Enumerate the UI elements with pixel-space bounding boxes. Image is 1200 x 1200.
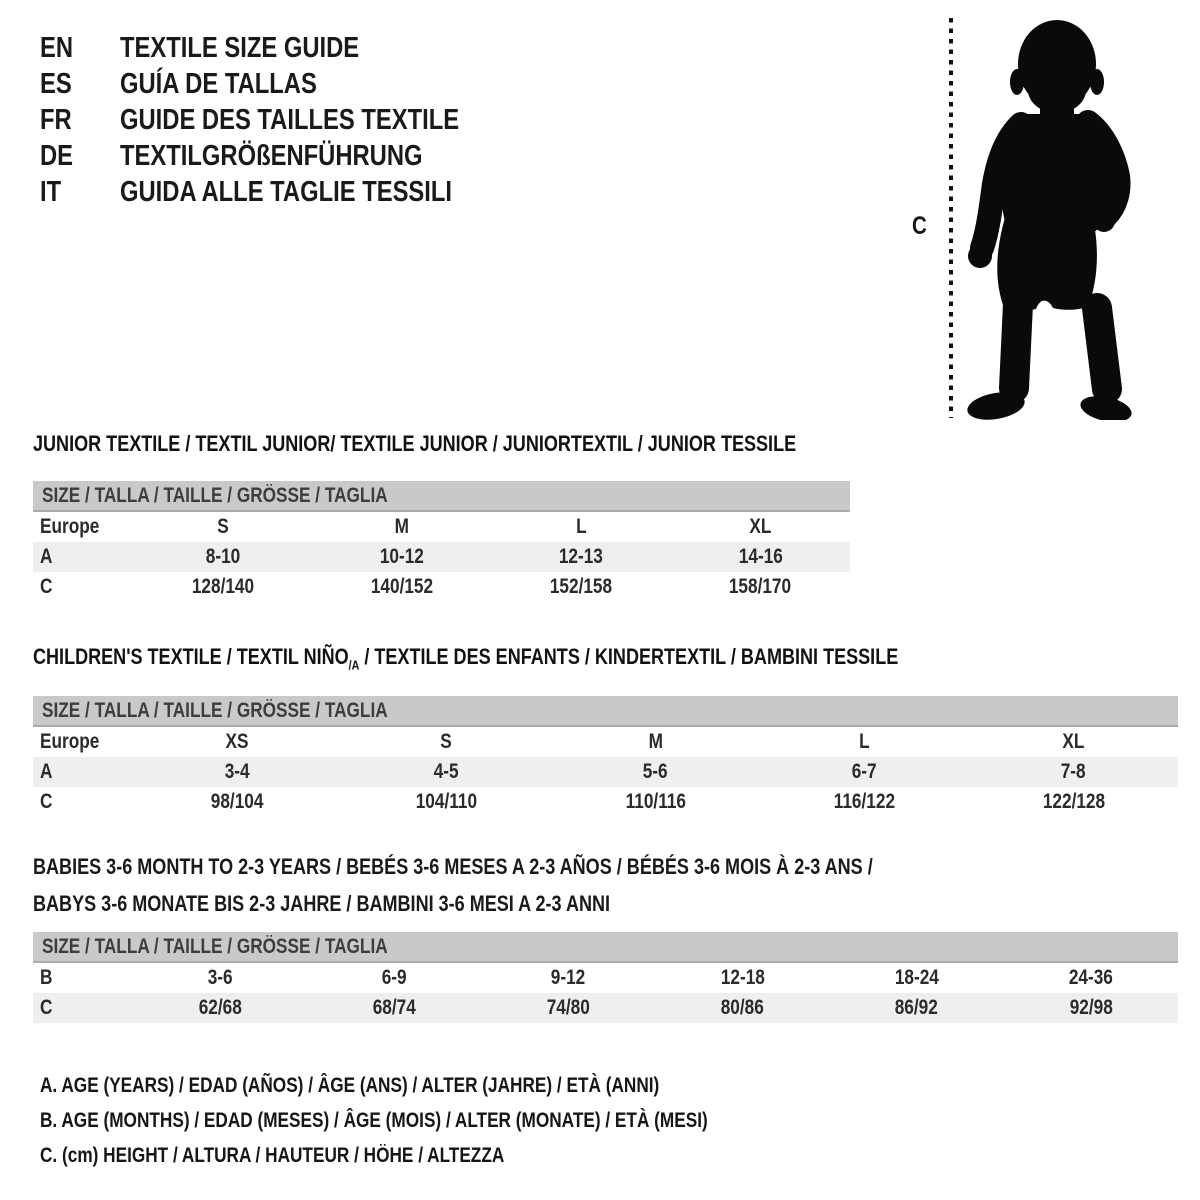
junior-section-title-text: JUNIOR TEXTILE / TEXTIL JUNIOR/ TEXTILE JUNIOR / JUNIORTEXTIL / JUNIOR TESSILE [33,431,797,456]
table-cell: XL [749,515,772,538]
toddler-silhouette-icon [966,16,1138,420]
size-table-header [33,696,1178,727]
table-cell: 116/122 [833,790,896,814]
nino-a-subscript: /A [348,657,360,673]
row-label: C [40,996,53,1019]
table-cell: 9-12 [551,966,586,989]
table-row [33,727,1178,757]
language-row [40,30,534,66]
table-cell: M [648,730,663,754]
table-cell: 12-18 [720,966,765,989]
table-cell: 6-9 [381,966,407,989]
height-measure-label: C [912,212,927,240]
table-row [33,757,1178,787]
table-cell: 158/170 [729,575,792,598]
table-cell: XS [226,730,249,754]
size-table-header-text: SIZE / TALLA / TAILLE / GRÖSSE / TAGLIA [42,698,388,722]
row-label: A [40,760,53,784]
table-cell: 74/80 [546,996,590,1019]
table-cell: 7-8 [1061,760,1086,784]
table-cell: 128/140 [191,575,254,598]
table-cell: 86/92 [895,996,939,1019]
row-label: A [40,545,53,568]
table-cell: 12-13 [559,545,604,568]
table-cell: 18-24 [894,966,939,989]
language-title: GUIDE DES TAILLES TEXTILE [120,103,460,136]
note-height-cm: C. (cm) HEIGHT / ALTURA / HAUTEUR / HÖHE / ALTEZZA [40,1144,505,1167]
table-row [33,512,850,542]
language-title: GUIDA ALLE TAGLIE TESSILI [120,175,453,208]
table-row [33,542,850,572]
children-section-title-text: CHILDREN'S TEXTILE / TEXTIL $NIÑO_{/A}$ / TEXTILE DES ENFANTS / KINDERTEXTIL / BAMBINI TESSILE [33,644,899,673]
language-title: TEXTILGRÖßENFÜHRUNG [120,139,423,172]
table-cell: 104/110 [415,790,478,814]
language-row [40,102,534,138]
junior-textile-section [33,430,850,602]
table-cell: 80/86 [721,996,765,1019]
table-cell: S [216,515,229,538]
junior-section-title [33,430,850,458]
table-cell: 24-36 [1068,966,1113,989]
table-row [33,787,1178,817]
babies-section-title-line2: BABYS 3-6 MONATE BIS 2-3 JAHRE / BAMBINI 3-6 MESI A 2-3 ANNI [33,891,611,916]
language-code: IT [40,175,62,208]
babies-size-table [33,932,1178,1023]
table-cell: 110/116 [625,790,686,814]
row-label: Europe [40,515,100,538]
row-label: C [40,575,53,598]
babies-textile-section [33,848,1178,1023]
language-title: TEXTILE SIZE GUIDE [120,31,360,64]
table-cell: 14-16 [738,545,783,568]
children-textile-section [33,643,1178,817]
language-code: ES [40,67,72,100]
language-code: FR [40,103,72,136]
table-cell: 152/158 [549,575,613,598]
size-table-header [33,481,850,512]
language-row [40,138,534,174]
table-cell: L [859,730,870,754]
table-cell: 122/128 [1042,790,1105,814]
note-age-months: B. AGE (MONTHS) / EDAD (MESES) / ÂGE (MOIS) / ALTER (MONATE) / ETÀ (MESI) [40,1109,708,1132]
table-cell: 3-4 [225,760,250,784]
children-section-title [33,643,1178,679]
table-cell: 62/68 [198,996,242,1019]
table-cell: 92/98 [1069,996,1113,1019]
table-cell: 4-5 [434,760,459,784]
table-row [33,572,850,602]
language-title-list [40,30,534,210]
row-label: C [40,790,53,814]
table-row [33,993,1178,1023]
children-size-table [33,696,1178,817]
table-cell: 98/104 [211,790,264,814]
language-code: DE [40,139,74,172]
table-cell: M [394,515,410,538]
babies-section-title-line1: BABIES 3-6 MONTH TO 2-3 YEARS / BEBÉS 3-6 MESES A 2-3 AÑOS / BÉBÉS 3-6 MOIS À 2-3 ANS / [33,854,873,879]
height-measure-dashed-line [946,14,956,422]
table-cell: 140/152 [370,575,433,598]
legend-notes [40,1068,854,1173]
table-cell: L [575,515,587,538]
row-label: Europe [40,730,100,754]
row-label: B [40,966,53,989]
language-row [40,174,534,210]
table-cell: 10-12 [379,545,424,568]
size-table-header-text: SIZE / TALLA / TAILLE / GRÖSSE / TAGLIA [42,934,388,958]
note-age-years: A. AGE (YEARS) / EDAD (AÑOS) / ÂGE (ANS) / ALTER (JAHRE) / ETÀ (ANNI) [40,1074,660,1097]
size-table-header [33,932,1178,963]
junior-size-table [33,481,850,602]
language-title: GUÍA DE TALLAS [120,67,317,100]
language-code: EN [40,31,74,64]
table-cell: 6-7 [852,760,877,784]
table-cell: 3-6 [207,966,233,989]
table-row [33,963,1178,993]
table-cell: 8-10 [205,545,240,568]
table-cell: S [440,730,453,754]
language-row [40,66,534,102]
table-cell: 5-6 [643,760,668,784]
table-cell: XL [1062,730,1085,754]
size-table-header-text: SIZE / TALLA / TAILLE / GRÖSSE / TAGLIA [42,483,388,507]
table-cell: 68/74 [372,996,416,1019]
